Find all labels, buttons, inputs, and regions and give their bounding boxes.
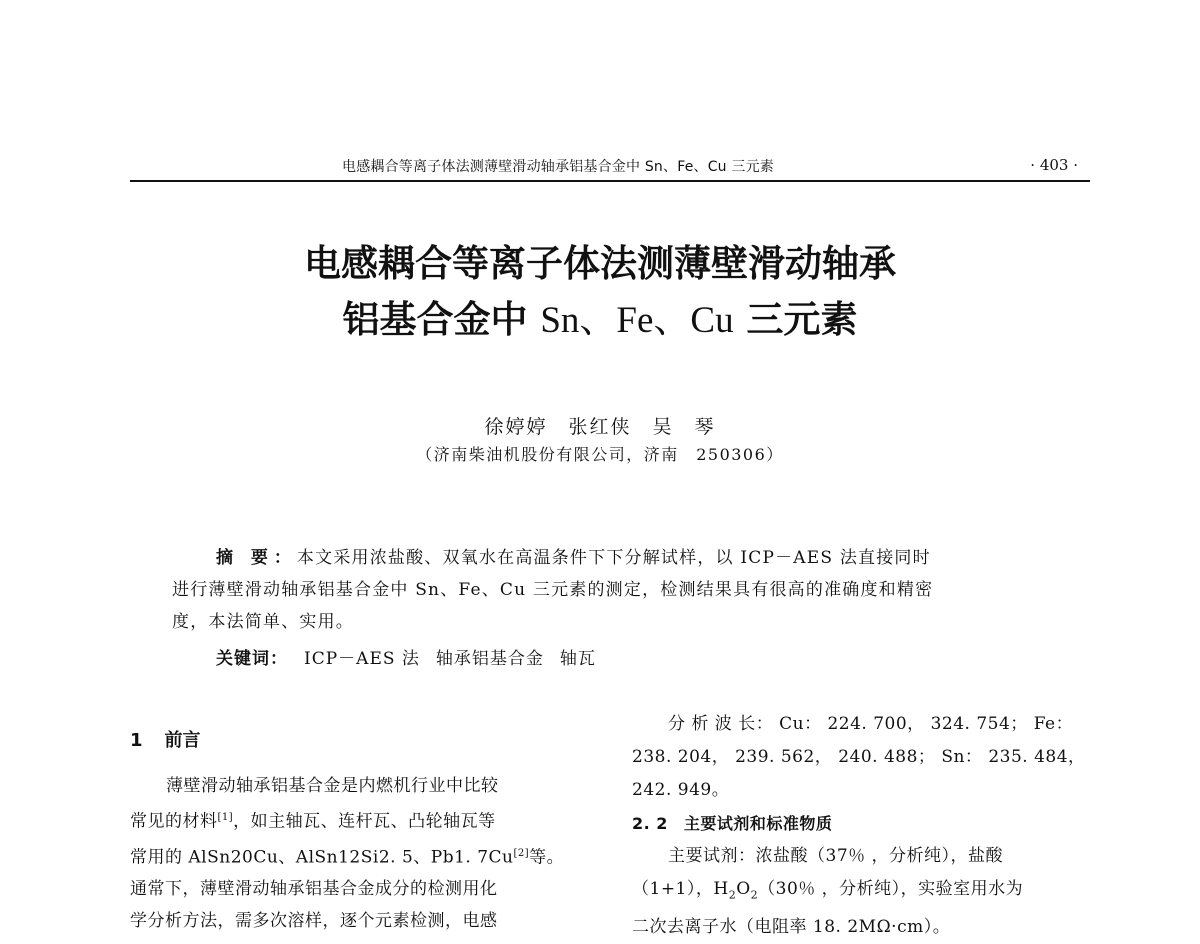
article-title-line-1: 电感耦合等离子体法测薄壁滑动轴承 — [304, 241, 896, 285]
running-head-title: 电感耦合等离子体法测薄壁滑动轴承铝基合金中 Sn、Fe、Cu 三元素 — [342, 159, 775, 175]
subsection-number: 2. 2 — [632, 814, 668, 833]
right-column — [632, 708, 1092, 944]
abstract-text-1: 本文采用浓盐酸、双氧水在高温条件下下分解试样，以 ICP－AES 法直接同时 — [296, 548, 931, 568]
citation-2: [2] — [513, 847, 530, 859]
abstract-line-3: 度，本法简单、实用。 — [172, 612, 354, 632]
article-title-line-2 — [0, 292, 1200, 348]
section-heading-intro — [130, 726, 201, 752]
section-title: 前言 — [164, 730, 201, 751]
keywords — [216, 644, 1056, 669]
intro-text: 常见的材料 — [130, 811, 218, 832]
left-column — [130, 770, 590, 937]
reagents-text: O — [736, 879, 751, 899]
keyword: 轴承铝基合金 — [435, 649, 544, 669]
intro-text: 等。 — [529, 847, 565, 868]
keywords-label: 关键词： — [216, 649, 288, 669]
title-prefix: 铝基合金中 — [342, 297, 528, 341]
wavelength-line-3: 242. 949。 — [632, 780, 730, 800]
subsection-heading — [632, 807, 1092, 840]
subscript: 2 — [728, 888, 737, 902]
page-number: · 403 · — [1030, 156, 1078, 174]
keyword: 轴瓦 — [559, 649, 596, 669]
abstract-line-2: 进行薄壁滑动轴承铝基合金中 Sn、Fe、Cu 三元素的测定，检测结果具有很高的准确度和精密 — [172, 580, 934, 600]
intro-line-1: 薄壁滑动轴承铝基合金是内燃机行业中比较 — [166, 776, 499, 796]
intro-line-4: 通常下，薄壁滑动轴承铝基合金成分的检测用化 — [130, 879, 498, 900]
section-number: 1 — [130, 730, 143, 751]
abstract-line-1 — [172, 542, 1052, 574]
affiliation: （济南柴油机股份有限公司，济南 250306） — [416, 445, 784, 464]
intro-line-3 — [130, 838, 590, 874]
subscript: 2 — [750, 888, 759, 902]
reagents-text: （1+1），H — [632, 879, 729, 899]
intro-text: ，如主轴瓦、连杆瓦、凸轮轴瓦等 — [233, 811, 496, 832]
intro-text: 常用的 AlSn20Cu、AlSn12Si2. 5、Pb1. 7Cu — [130, 847, 514, 868]
citation-1: [1] — [217, 812, 234, 823]
intro-line-5: 学分析方法，需多次溶样，逐个元素检测，电感 — [130, 911, 498, 932]
reagents-text: （30％ ，分析纯），实验室用水为 — [758, 879, 1024, 899]
keyword: ICP－AES 法 — [304, 649, 420, 669]
reagents-line-1: 主要试剂：浓盐酸（37％ ，分析纯），盐酸 — [668, 846, 1004, 866]
title-suffix: 三元素 — [746, 297, 858, 341]
abstract-label: 摘 要： — [216, 548, 297, 568]
subsection-title: 主要试剂和标准物质 — [683, 814, 833, 833]
intro-line-2 — [130, 802, 590, 838]
authors: 徐婷婷 张红侠 吴 琴 — [484, 416, 716, 438]
abstract — [172, 542, 1052, 638]
wavelength-line-1: 分 析 波 长： Cu： 224. 700， 324. 754； Fe： — [668, 714, 1074, 734]
reagents-line-2 — [632, 873, 1092, 911]
reagents-line-3: 二次去离子水（电阻率 18. 2MΩ·cm）。 — [632, 917, 951, 938]
running-head — [130, 152, 1090, 182]
title-elements: Sn、Fe、Cu — [540, 300, 734, 341]
wavelength-line-2: 238. 204， 239. 562， 240. 488； Sn： 235. 484， — [632, 747, 1086, 767]
